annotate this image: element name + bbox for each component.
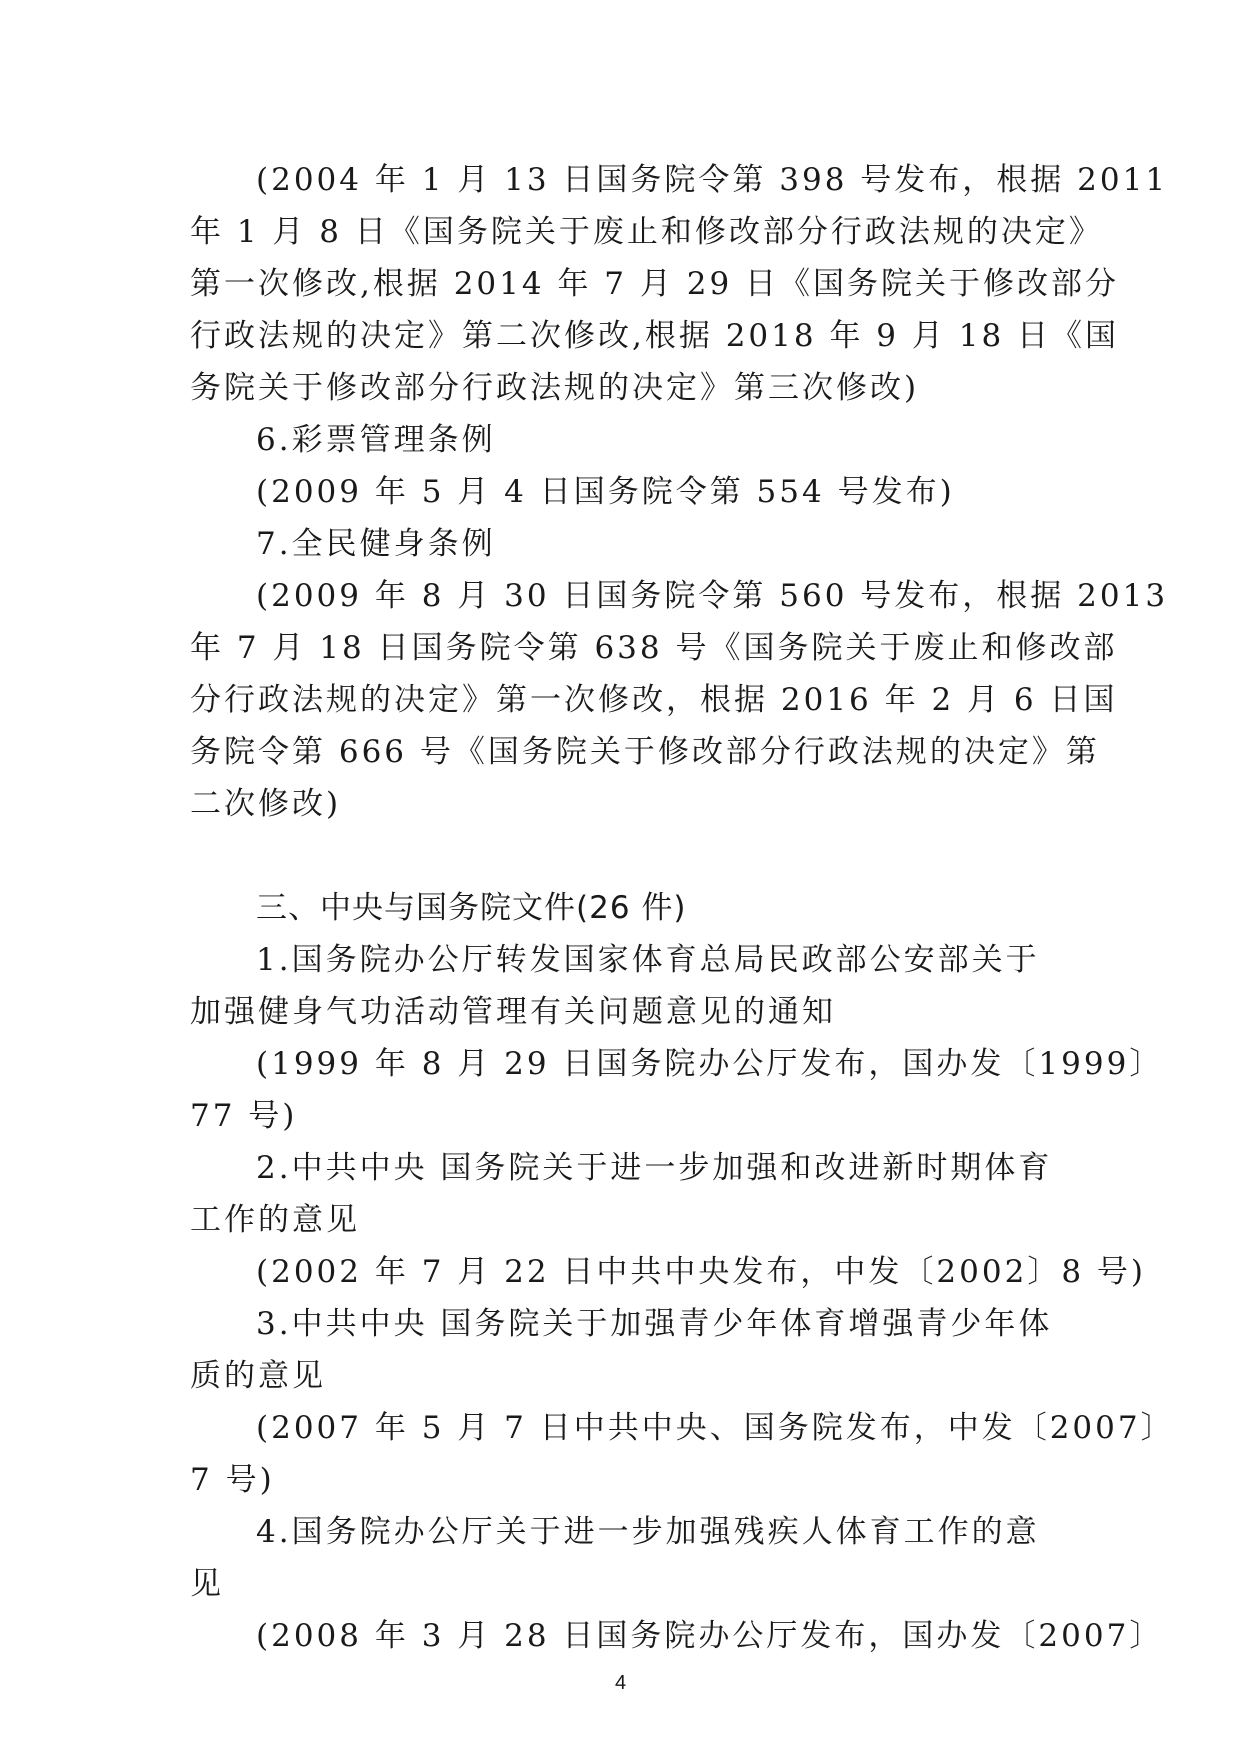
text-line: (2008 年 3 月 28 日国务院办公厅发布，国办发〔2007〕 (256, 1618, 1164, 1654)
text-line: (1999 年 8 月 29 日国务院办公厅发布，国办发〔1999〕 (256, 1046, 1164, 1082)
item-title: 2.中共中央 国务院关于进一步加强和改进新时期体育 (256, 1150, 1053, 1186)
text-line: 加强健身气功活动管理有关问题意见的通知 (190, 994, 836, 1030)
text-line: 工作的意见 (190, 1202, 360, 1238)
item-title: 4.国务院办公厅关于进一步加强残疾人体育工作的意 (256, 1514, 1040, 1550)
text-line: 见 (190, 1566, 224, 1602)
text-line: (2009 年 5 月 4 日国务院令第 554 号发布) (256, 474, 955, 510)
text-line: (2007 年 5 月 7 日中共中央、国务院发布，中发〔2007〕 (256, 1410, 1175, 1446)
section-heading: 三、中央与国务院文件(26 件) (256, 890, 687, 926)
text-line: 第一次修改,根据 2014 年 7 月 29 日《国务院关于修改部分 (190, 266, 1120, 302)
text-line: 务院关于修改部分行政法规的决定》第三次修改) (190, 370, 920, 406)
text-line: 7 号) (190, 1462, 275, 1498)
text-line: (2004 年 1 月 13 日国务院令第 398 号发布，根据 2011 (256, 162, 1169, 198)
text-line: 务院令第 666 号《国务院关于修改部分行政法规的决定》第 (190, 734, 1100, 770)
item-title: 3.中共中央 国务院关于加强青少年体育增强青少年体 (256, 1306, 1053, 1342)
text-line: (2002 年 7 月 22 日中共中央发布，中发〔2002〕8 号) (256, 1254, 1146, 1290)
text-line: 年 7 月 18 日国务院令第 638 号《国务院关于废止和修改部 (190, 630, 1118, 666)
item-title: 1.国务院办公厅转发国家体育总局民政部公安部关于 (256, 942, 1040, 978)
page-number: 4 (614, 1672, 627, 1694)
text-line: (2009 年 8 月 30 日国务院令第 560 号发布，根据 2013 (256, 578, 1169, 614)
text-line: 行政法规的决定》第二次修改,根据 2018 年 9 月 18 日《国 (190, 318, 1120, 354)
text-line: 年 1 月 8 日《国务院关于废止和修改部分行政法规的决定》 (190, 214, 1103, 250)
text-line: 质的意见 (190, 1358, 326, 1394)
item-title: 6.彩票管理条例 (256, 422, 496, 458)
text-line: 二次修改) (190, 786, 342, 822)
text-line: 分行政法规的决定》第一次修改，根据 2016 年 2 月 6 日国 (190, 682, 1118, 718)
text-line: 77 号) (190, 1098, 298, 1134)
item-title: 7.全民健身条例 (256, 526, 496, 562)
